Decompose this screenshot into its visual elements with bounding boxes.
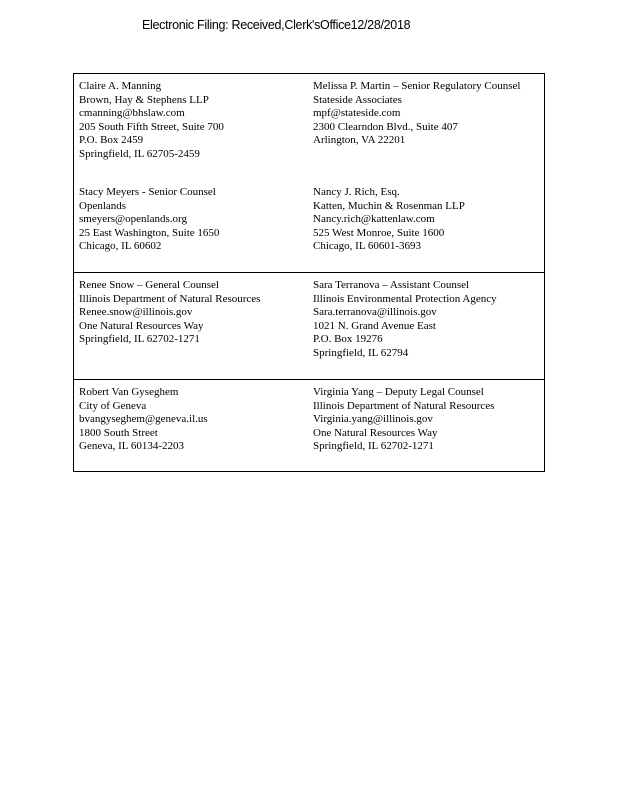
contact-line: Openlands <box>79 199 127 212</box>
contact-line: Springfield, IL 62705-2459 <box>79 147 200 160</box>
contact-email: cmanning@bhslaw.com <box>79 107 185 119</box>
contact-block-snow <box>79 279 260 347</box>
contact-line: Illinois Department of Natural Resources <box>313 399 495 412</box>
contact-block-van-gyseghem <box>79 386 208 454</box>
contact-line: Katten, Muchin & Rosenman LLP <box>313 199 465 212</box>
contact-email: mpf@stateside.com <box>313 107 401 119</box>
contact-line: 525 West Monroe, Suite 1600 <box>313 226 445 239</box>
contact-line: 1021 N. Grand Avenue East <box>313 319 436 332</box>
contact-name: Claire A. Manning <box>79 80 162 92</box>
contact-line: Chicago, IL 60602 <box>79 240 162 252</box>
contact-line: Brown, Hay & Stephens LLP <box>79 93 209 106</box>
contact-line: 205 South Fifth Street, Suite 700 <box>79 120 224 133</box>
contact-email: smeyers@openlands.org <box>79 213 187 225</box>
contact-name: Renee Snow – General Counsel <box>79 279 219 291</box>
contact-block-rich <box>313 186 465 254</box>
contact-email: Virginia.yang@illinois.gov <box>313 413 433 425</box>
contact-name: Sara Terranova – Assistant Counsel <box>313 279 470 291</box>
contact-block-terranova <box>313 279 497 360</box>
contact-line: Geneva, IL 60134-2203 <box>79 440 184 452</box>
contact-block-martin <box>313 80 520 148</box>
contact-line: Springfield, IL 62702-1271 <box>313 440 434 452</box>
contact-line: P.O. Box 19276 <box>313 333 383 345</box>
contact-line: 2300 Clearndon Blvd., Suite 407 <box>313 120 458 133</box>
contact-line: Stateside Associates <box>313 93 402 106</box>
contact-block-meyers <box>79 186 219 254</box>
table-row <box>74 74 544 273</box>
contact-line: 25 East Washington, Suite 1650 <box>79 226 220 239</box>
contact-email: Nancy.rich@kattenlaw.com <box>313 213 435 225</box>
contact-email: Sara.terranova@illinois.gov <box>313 306 437 318</box>
contact-line: One Natural Resources Way <box>79 319 204 332</box>
contact-name: Virginia Yang – Deputy Legal Counsel <box>313 386 484 398</box>
contact-name: Melissa P. Martin – Senior Regulatory Counsel <box>313 80 521 92</box>
contact-name: Stacy Meyers - Senior Counsel <box>79 186 216 198</box>
contact-email: Renee.snow@illinois.gov <box>79 306 193 318</box>
filing-stamp: Electronic Filing: Received,Clerk'sOffice12/28/2018 <box>142 18 411 32</box>
contact-line: Springfield, IL 62702-1271 <box>79 333 200 345</box>
table-row <box>74 273 544 380</box>
contact-name: Robert Van Gyseghem <box>79 386 179 398</box>
contact-name: Nancy J. Rich, Esq. <box>313 186 400 198</box>
service-list-table <box>73 73 545 472</box>
contact-line: Illinois Department of Natural Resources <box>79 292 261 305</box>
contact-block-yang <box>313 386 494 454</box>
contact-line: One Natural Resources Way <box>313 426 438 439</box>
contact-line: Arlington, VA 22201 <box>313 134 406 146</box>
contact-line: 1800 South Street <box>79 426 158 439</box>
contact-line: Illinois Environmental Protection Agency <box>313 292 497 305</box>
contact-line: Chicago, IL 60601-3693 <box>313 240 422 252</box>
contact-line: Springfield, IL 62794 <box>313 346 409 359</box>
contact-email: bvangyseghem@geneva.il.us <box>79 413 208 425</box>
table-row <box>74 380 544 471</box>
contact-line: P.O. Box 2459 <box>79 134 144 146</box>
contact-line: City of Geneva <box>79 399 147 412</box>
contact-block-manning <box>79 80 224 161</box>
